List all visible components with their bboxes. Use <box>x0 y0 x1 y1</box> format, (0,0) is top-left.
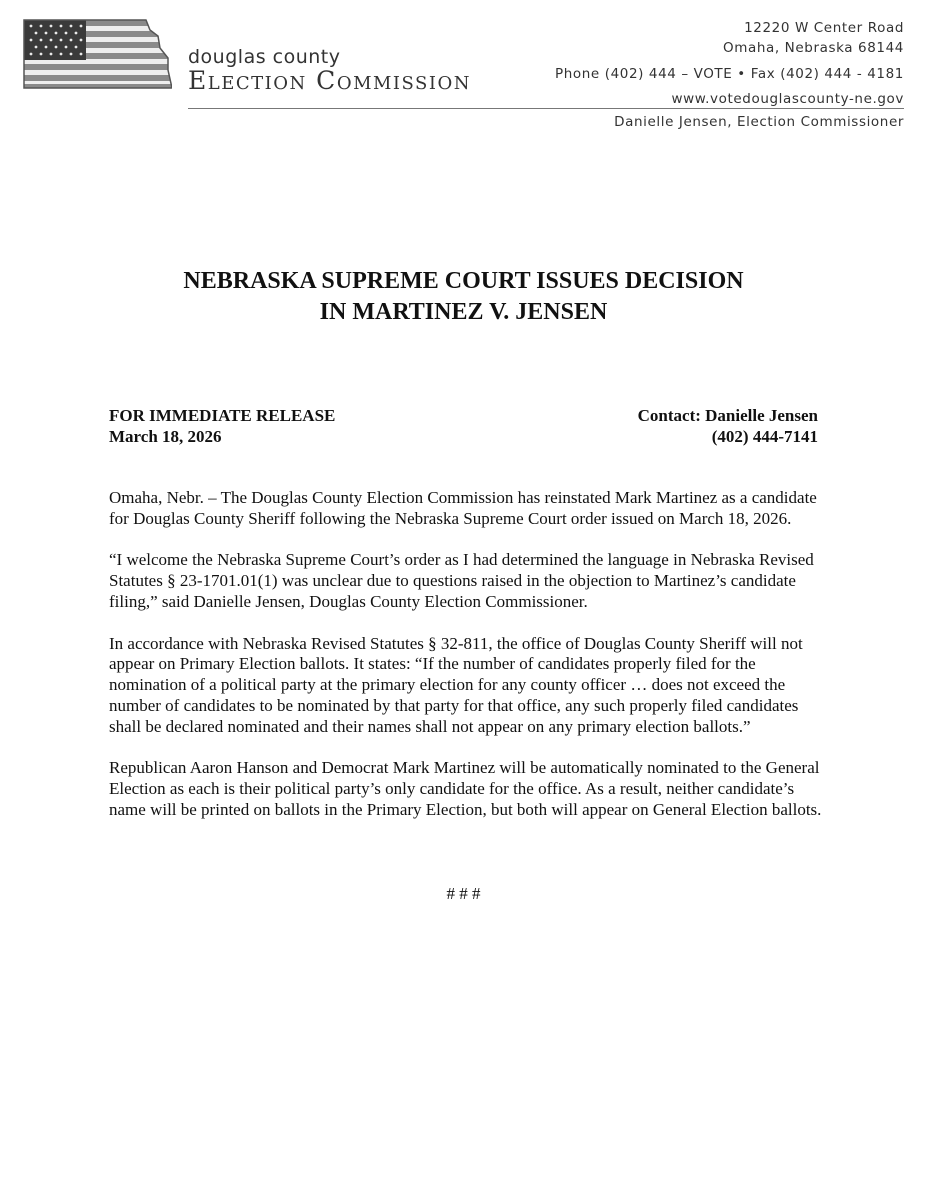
letterhead-contact <box>555 18 904 109</box>
release-label: FOR IMMEDIATE RELEASE <box>109 406 336 425</box>
org-name-line1: douglas county <box>188 46 341 68</box>
website: www.votedouglascounty-ne.gov <box>671 91 904 107</box>
release-body <box>109 488 829 842</box>
flag-state-outline-icon <box>22 18 172 90</box>
contact-phone: (402) 444-7141 <box>711 427 818 446</box>
phone-fax: Phone (402) 444 – VOTE • Fax (402) 444 - 4181 <box>555 66 904 82</box>
paragraph-4: Republican Aaron Hanson and Democrat Mark Martinez will be automatically nominated to the General Election as each is their political party’s only candidate for the office. As a result, neither candidate’s name will be printed on ballots in the Primary Election, but both will appear on General Election ballots. <box>109 758 822 819</box>
address-line2: Omaha, Nebraska 68144 <box>723 40 904 56</box>
release-date: March 18, 2026 <box>109 427 222 446</box>
address-line1: 12220 W Center Road <box>744 20 904 36</box>
release-info <box>109 405 335 447</box>
page-title <box>0 266 927 328</box>
paragraph-3: In accordance with Nebraska Revised Statutes § 32-811, the office of Douglas County Sheriff will not appear on Primary Election ballots. It states: “If the number of candidates properly filed for the nomination of a political party at the primary election for any county officer … does not exceed the number of candidates to be nominated by that party for that office, any such properly filed candidates shall be declared nominated and their names shall not appear on any primary election ballots.” <box>109 633 803 736</box>
org-name-line2: Election Commission <box>188 66 472 95</box>
end-mark: # # # <box>446 884 481 903</box>
header-divider <box>188 108 904 109</box>
commissioner-name: Danielle Jensen, Election Commissioner <box>614 114 904 130</box>
contact-name: Contact: Danielle Jensen <box>637 406 818 425</box>
title-line2: IN MARTINEZ V. JENSEN <box>319 299 608 325</box>
media-contact <box>638 405 818 447</box>
title-line1: NEBRASKA SUPREME COURT ISSUES DECISION <box>183 268 744 294</box>
paragraph-2: “I welcome the Nebraska Supreme Court’s order as I had determined the language in Nebraska Revised Statutes § 23-1701.01(1) was unclear due to questions raised in the objection to Martinez’s candidate filing,” said Danielle Jensen, Douglas County Election Commissioner. <box>109 550 814 611</box>
paragraph-1: Omaha, Nebr. – The Douglas County Election Commission has reinstated Mark Martinez as a candidate for Douglas County Sheriff following the Nebraska Supreme Court order issued on March 18, 2026. <box>109 488 817 528</box>
